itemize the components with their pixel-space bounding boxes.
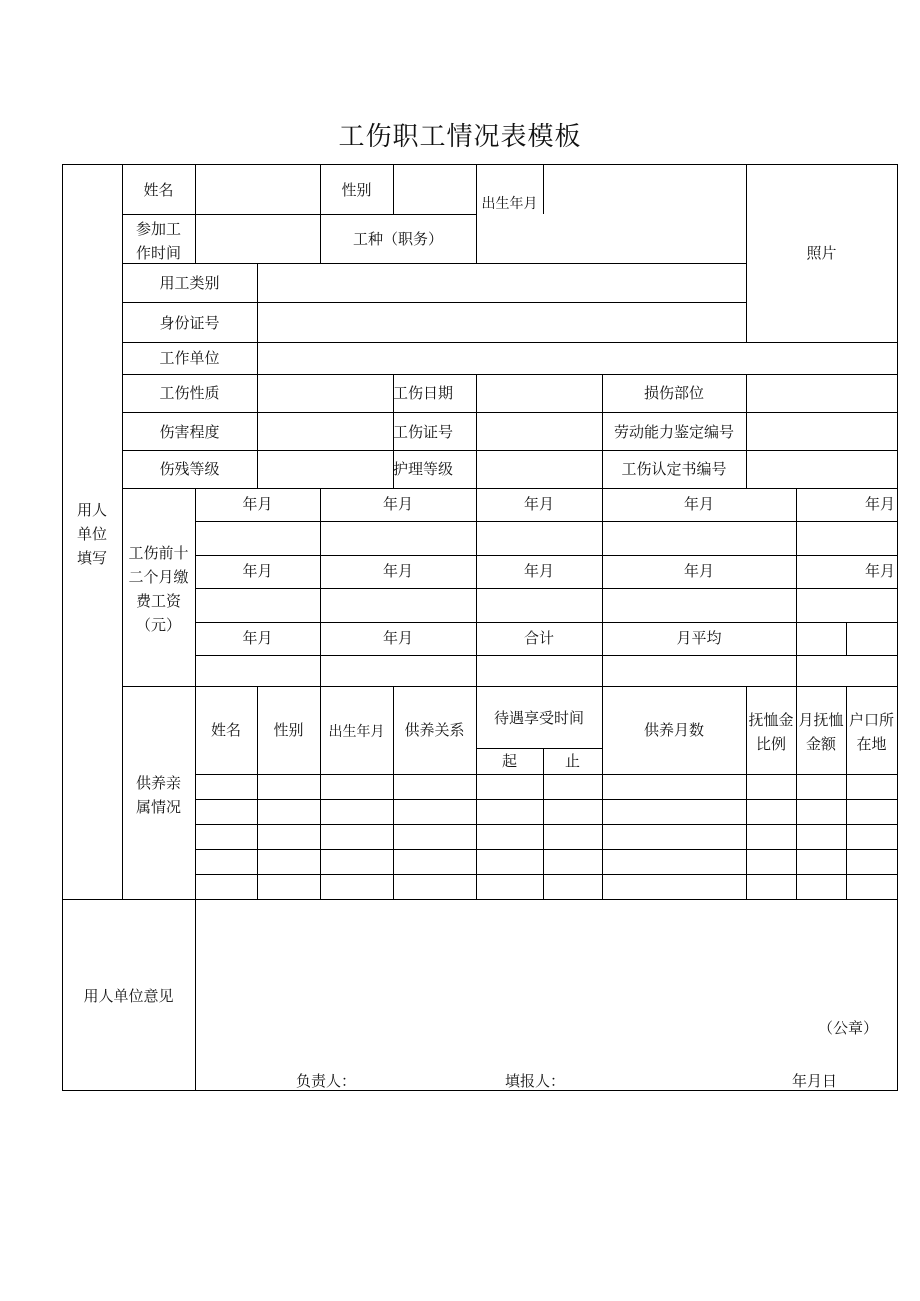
table-rule: [195, 799, 898, 800]
table-rule: [602, 488, 603, 686]
dep-residence-header: 户口所 在地: [848, 711, 894, 753]
table-rule: [122, 686, 898, 687]
labor-appraisal-no-label: 劳动能力鉴定编号: [613, 423, 734, 441]
dep-to-header: 止: [564, 752, 580, 770]
name-label: 姓名: [143, 181, 174, 199]
injury-degree-label: 伤害程度: [159, 423, 220, 441]
table-rule: [393, 164, 394, 214]
table-rule: [122, 263, 747, 264]
table-rule: [195, 849, 898, 850]
table-rule: [846, 622, 847, 656]
disability-grade-label: 伤残等级: [159, 460, 220, 478]
dep-gender-header: 性别: [273, 721, 304, 739]
nursing-grade-label: 护理等级: [393, 460, 454, 478]
wage-month-3: 年月: [523, 495, 554, 513]
dep-amount-header: 月抚恤 金额: [798, 711, 844, 753]
table-rule: [122, 302, 747, 303]
job-type-label: 工种（职务）: [352, 230, 443, 248]
page-title: 工伤职工情况表模板: [338, 122, 582, 152]
opinion-label: 用人单位意见: [83, 987, 174, 1005]
gender-label: 性别: [341, 181, 372, 199]
table-rule: [476, 488, 477, 686]
table-rule: [122, 374, 898, 375]
employment-type-label: 用工类别: [159, 274, 220, 292]
wage-month-12: 年月: [382, 629, 413, 647]
wage-month-2: 年月: [382, 495, 413, 513]
table-rule: [62, 899, 898, 900]
dep-relation-header: 供养关系: [404, 721, 465, 739]
table-rule: [62, 164, 63, 1091]
table-rule: [62, 164, 898, 165]
birth-label: 出生年月: [481, 196, 538, 212]
table-rule: [320, 488, 321, 686]
wage-month-10: 年月: [864, 562, 895, 580]
filler-label: 填报人：: [505, 1072, 566, 1090]
wage-month-11: 年月: [242, 629, 273, 647]
table-rule: [62, 1090, 898, 1091]
employer-fill-label: 用人 单位 填写: [76, 501, 107, 567]
table-rule: [195, 774, 898, 775]
table-rule: [122, 342, 898, 343]
wage-monthly-avg-label: 月平均: [676, 629, 722, 647]
table-rule: [476, 374, 477, 488]
dep-name-header: 姓名: [210, 721, 241, 739]
table-rule: [122, 412, 898, 413]
dep-birth-header: 出生年月: [328, 724, 385, 740]
wage-month-4: 年月: [683, 495, 714, 513]
wage-month-7: 年月: [382, 562, 413, 580]
wage-month-1: 年月: [242, 495, 273, 513]
table-rule: [320, 686, 321, 899]
dep-ratio-header: 抚恤金 比例: [748, 711, 794, 753]
table-rule: [257, 263, 258, 489]
injury-cert-label: 工伤证号: [393, 423, 454, 441]
injury-date-label: 工伤日期: [393, 384, 454, 402]
wage-total-label: 合计: [523, 629, 554, 647]
dependents-label: 供养亲 属情况: [135, 774, 181, 816]
wage-month-6: 年月: [242, 562, 273, 580]
injury-cert-no-label: 工伤认定书编号: [621, 460, 727, 478]
photo-label: 照片: [806, 244, 837, 262]
table-rule: [195, 824, 898, 825]
table-rule: [746, 374, 747, 488]
table-rule: [543, 164, 544, 214]
seal-label: （公章）: [818, 1019, 879, 1037]
table-rule: [195, 655, 898, 656]
dep-from-header: 起: [501, 752, 517, 770]
wage-month-5: 年月: [864, 495, 895, 513]
table-rule: [796, 488, 797, 686]
table-rule: [195, 588, 898, 589]
dep-months-header: 供养月数: [643, 721, 704, 739]
date-label: 年月日: [792, 1072, 838, 1090]
injury-nature-label: 工伤性质: [159, 384, 220, 402]
injury-part-label: 损伤部位: [643, 384, 704, 402]
wages-label: 工伤前十 二个月缴 费工资 （元）: [128, 544, 189, 634]
table-rule: [195, 874, 898, 875]
table-rule: [897, 164, 898, 1091]
work-start-label: 参加工 作时间: [135, 220, 181, 262]
id-number-label: 身份证号: [159, 314, 220, 332]
dep-period-header: 待遇享受时间: [493, 709, 584, 727]
responsible-label: 负责人：: [296, 1072, 357, 1090]
table-rule: [122, 450, 898, 451]
table-rule: [195, 622, 898, 623]
wage-month-8: 年月: [523, 562, 554, 580]
table-rule: [122, 488, 898, 489]
wage-month-9: 年月: [683, 562, 714, 580]
table-rule: [195, 521, 898, 522]
table-rule: [195, 555, 898, 556]
table-rule: [122, 214, 477, 215]
work-unit-label: 工作单位: [159, 349, 220, 367]
